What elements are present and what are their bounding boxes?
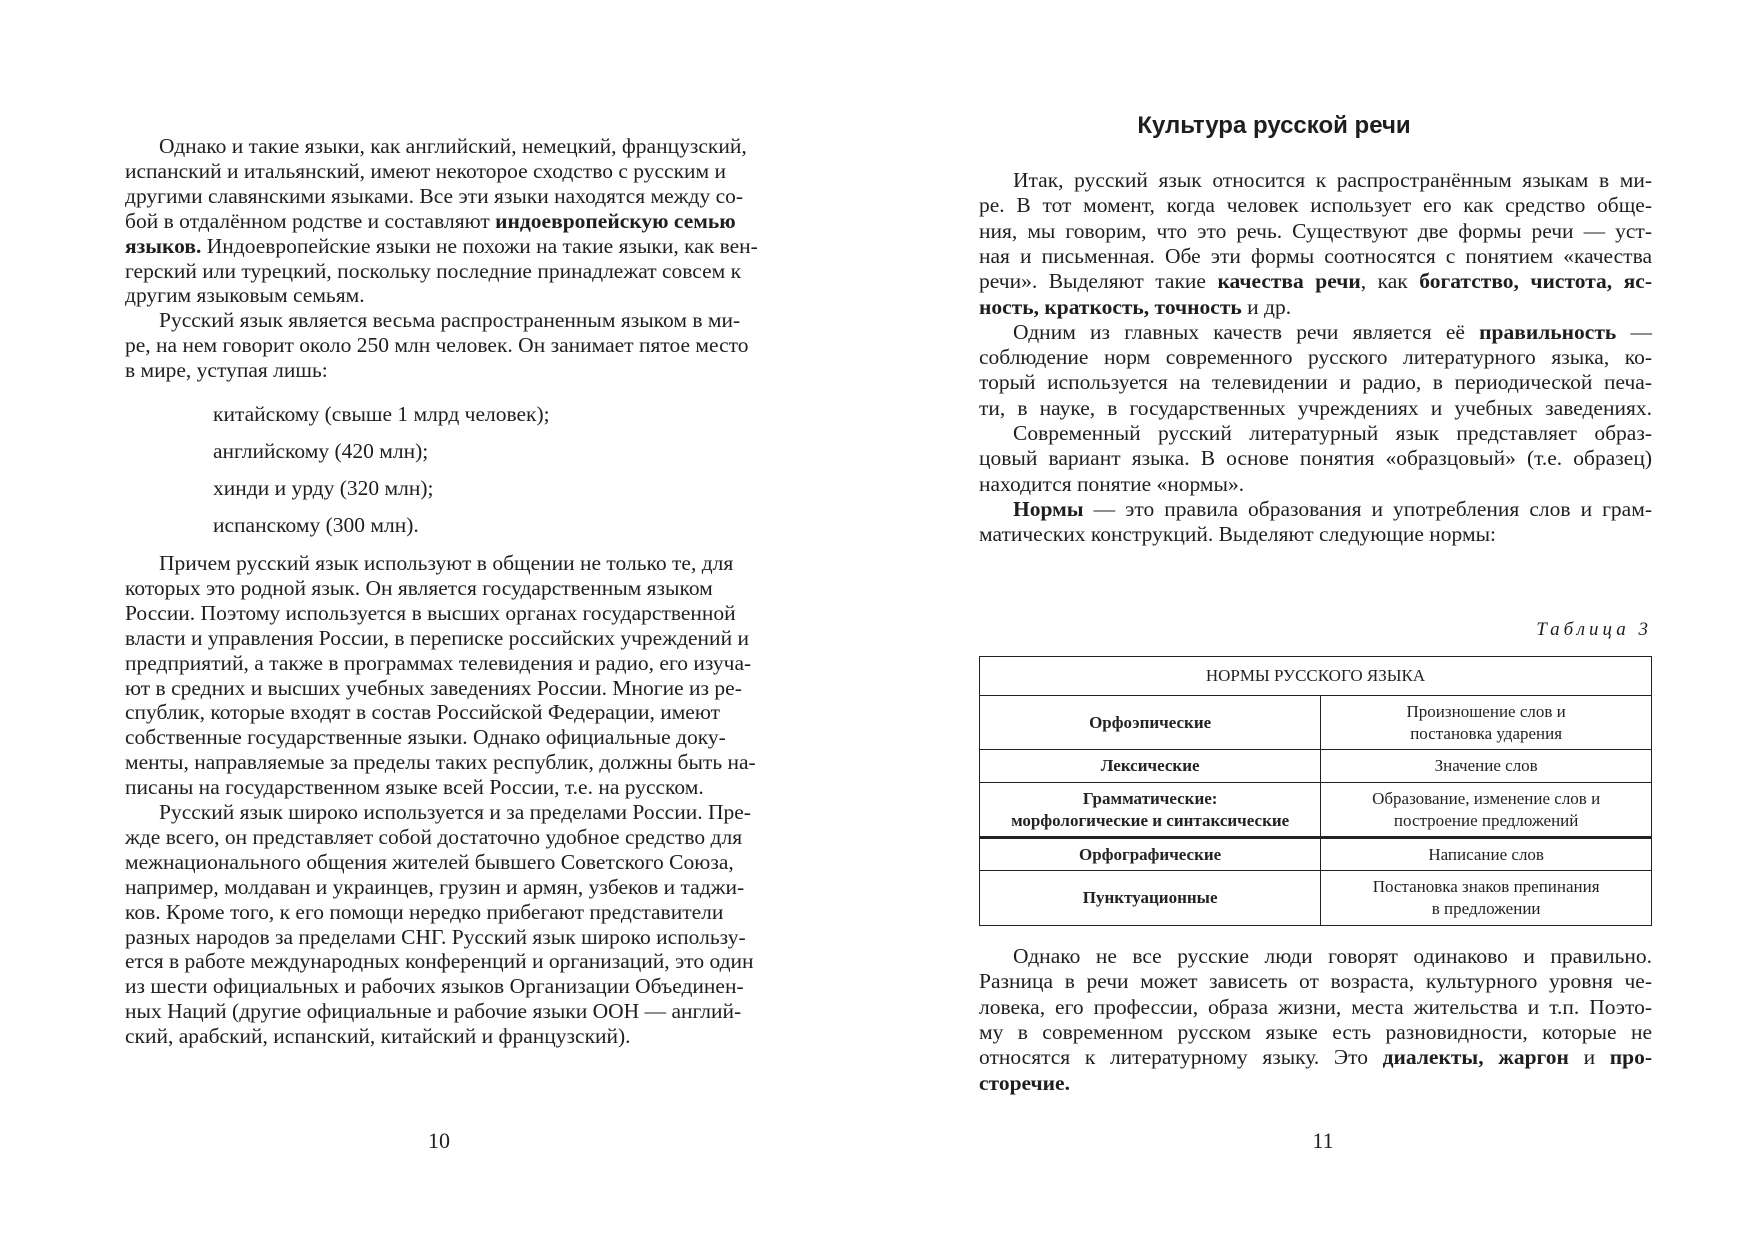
- text-line: ется в работе международных конференций и организаций, это один: [125, 949, 754, 974]
- text-line: в мире, уступая лишь:: [125, 358, 328, 383]
- list-item: китайскому (свыше 1 млрд человек);: [213, 402, 550, 426]
- text-line: ных Наций (другие официальные и рабочие языки ООН — англий-: [125, 999, 742, 1024]
- text-line: ский, арабский, испанский, китайский и французский).: [125, 1024, 631, 1049]
- table-row: [980, 750, 1652, 783]
- text-line: Русский язык является весьма распространенным языком в ми-: [159, 308, 741, 333]
- text-line: межнационального общения жителей бывшего Советского Союза,: [125, 849, 734, 874]
- text-line: Нормы — это правила образования и употребления слов и грам-: [1013, 496, 1652, 521]
- text-line: цовый вариант языка. В основе понятия «образцовый» (т.е. образец): [979, 446, 1652, 471]
- left-page: [0, 0, 874, 1241]
- text-line: матических конструкций. Выделяют следующие нормы:: [979, 522, 1496, 547]
- page-number: 11: [1312, 1128, 1334, 1153]
- text-line: речи». Выделяют такие качества речи, как богатство, чистота, яс-: [979, 269, 1652, 294]
- text-line: ность, краткость, точность и др.: [979, 294, 1292, 319]
- text-line: языков. Индоевропейские языки не похожи на такие языки, как вен-: [125, 233, 758, 258]
- text-line: соблюдение норм современного русского литературного языка, ко-: [979, 345, 1652, 370]
- text-line: ют в средних и высших учебных заведениях России. Многие из ре-: [125, 675, 742, 700]
- table-caption: Таблица 3: [1536, 619, 1652, 640]
- table-row: [980, 696, 1652, 750]
- text-line: ре, на нем говорит около 250 млн человек. Он занимает пятое место: [125, 333, 749, 358]
- text-line: предприятий, а также в программах телевидения и радио, его изуча-: [125, 650, 752, 675]
- norm-description: Значение слов: [1321, 750, 1652, 783]
- text-line: спублик, которые входят в состав Российской Федерации, имеют: [125, 700, 721, 725]
- text-line: Одним из главных качеств речи является её правильность —: [1013, 319, 1652, 344]
- text-line: Современный русский литературный язык представляет образ-: [1013, 421, 1652, 445]
- norm-description: Написание слов: [1321, 838, 1652, 871]
- text-line: Разница в речи может зависеть от возраста, культурного уровня че-: [979, 969, 1652, 994]
- norm-name: Пунктуационные: [980, 871, 1321, 926]
- text-line: Однако и такие языки, как английский, немецкий, французский,: [159, 134, 747, 158]
- text-line: собственные государственные языки. Однако официальные доку-: [125, 725, 726, 750]
- text-line: ре. В тот момент, когда человек использует его как средство обще-: [979, 193, 1652, 218]
- text-line: Причем русский язык используют в общении не только те, для: [159, 551, 734, 575]
- norm-description: Постановка знаков препинания в предложении: [1321, 871, 1652, 926]
- text-line: ти, в науке, в государственных учреждениях и учебных заведениях.: [979, 395, 1652, 420]
- norm-name: Лексические: [980, 750, 1321, 783]
- text-line: которых это родной язык. Он является государственным языком: [125, 575, 713, 600]
- text-line: относятся к литературному языку. Это диалекты, жаргон и про-: [979, 1045, 1652, 1070]
- text-line: власти и управления России, в переписке российских учреждений и: [125, 625, 749, 650]
- text-line: Итак, русский язык относится к распространённым языкам в ми-: [1013, 168, 1652, 192]
- text-line: жде всего, он представляет собой достаточно удобное средство для: [125, 824, 743, 849]
- text-line: Русский язык широко используется и за пределами России. Пре-: [159, 800, 751, 824]
- section-heading: Культура русской речи: [1137, 112, 1411, 139]
- text-line: герский или турецкий, поскольку последние принадлежат совсем к: [125, 258, 742, 283]
- list-item: испанскому (300 млн).: [213, 513, 419, 537]
- text-line: писаны на государственном языке всей России, т.е. на русском.: [125, 775, 704, 800]
- text-line: ков. Кроме того, к его помощи нередко прибегают представители: [125, 899, 724, 924]
- norm-name: Орфографические: [980, 838, 1321, 871]
- norm-name: Грамматические: морфологические и синтаксические: [980, 783, 1321, 838]
- table-title: НОРМЫ РУССКОГО ЯЗЫКА: [980, 657, 1652, 696]
- text-line: другим языковым семьям.: [125, 283, 365, 308]
- text-line: ная и письменная. Обе эти формы соотносятся с понятием «качества: [979, 243, 1652, 268]
- norm-description: Образование, изменение слов и построение предложений: [1321, 783, 1652, 838]
- table-row: [980, 783, 1652, 838]
- text-line: другими славянскими языками. Все эти языки находятся между со-: [125, 183, 744, 208]
- text-line: ния, мы говорим, что это речь. Существуют две формы речи — уст-: [979, 218, 1652, 243]
- text-line: из шести официальных и рабочих языков Организации Объединен-: [125, 974, 744, 999]
- text-line: России. Поэтому используется в высших органах государственной: [125, 600, 736, 625]
- list-item: хинди и урду (320 млн);: [213, 476, 434, 500]
- list-item: английскому (420 млн);: [213, 439, 429, 463]
- norm-name: Орфоэпические: [980, 696, 1321, 750]
- text-line: находится понятие «нормы».: [979, 471, 1245, 496]
- norm-description: Произношение слов и постановка ударения: [1321, 696, 1652, 750]
- text-line: му в современном русском языке есть разновидности, которые не: [979, 1019, 1652, 1044]
- table-row: [980, 871, 1652, 926]
- text-line: бой в отдалённом родстве и составляют индоевропейскую семью: [125, 208, 736, 233]
- right-page: [874, 0, 1749, 1241]
- text-line: сторечие.: [979, 1070, 1070, 1095]
- text-line: разных народов за пределами СНГ. Русский язык широко использу-: [125, 924, 746, 949]
- table-row: [980, 838, 1652, 871]
- text-line: Однако не все русские люди говорят одинаково и правильно.: [1013, 944, 1652, 968]
- text-line: ловека, его профессии, образа жизни, места жительства и т.п. Поэто-: [979, 994, 1652, 1019]
- text-line: торый используется на телевидении и радио, в периодической печа-: [979, 370, 1652, 395]
- page-number: 10: [428, 1128, 450, 1153]
- text-line: например, молдаван и украинцев, грузин и армян, узбеков и таджи-: [125, 874, 745, 899]
- text-line: испанский и итальянский, имеют некоторое сходство с русским и: [125, 158, 727, 183]
- text-line: менты, направляемые за пределы таких республик, должны быть на-: [125, 750, 756, 775]
- norms-table: [979, 656, 1652, 926]
